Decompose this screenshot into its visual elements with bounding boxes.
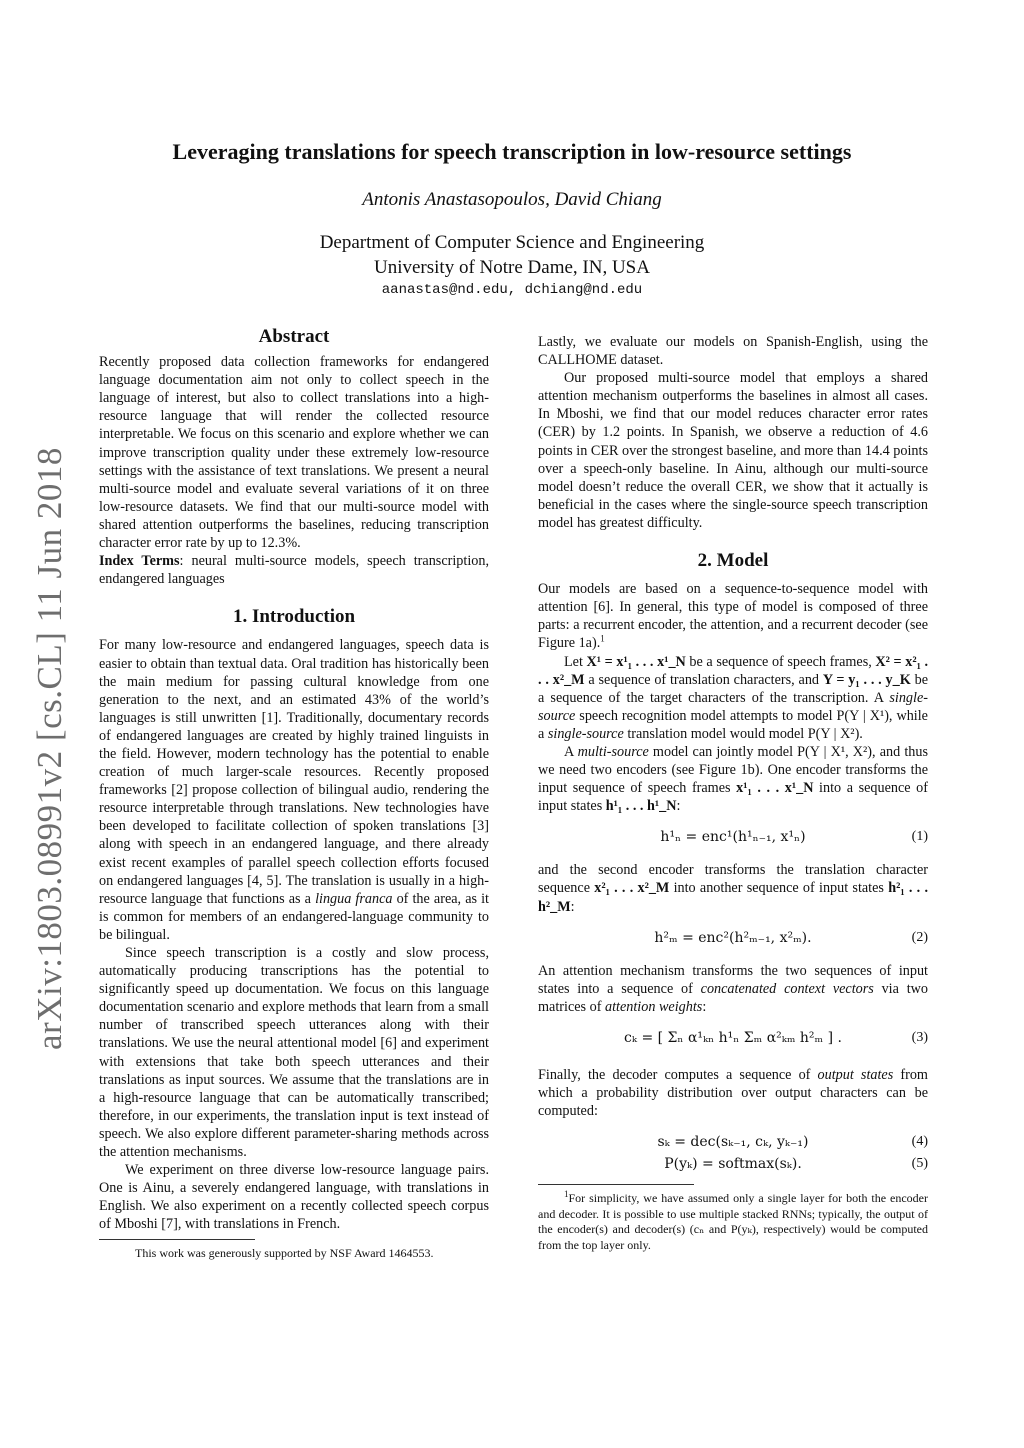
model-p2-e: , while a — [538, 707, 928, 742]
model-p3-b: model can jointly model — [648, 743, 798, 760]
model-p5-concatenated-context-vectors: concatenated context vectors — [700, 980, 874, 997]
equation-2-number: (2) — [911, 929, 928, 945]
equation-4-number: (4) — [911, 1134, 928, 1150]
model-p3-c: , and thus we need two encoders (see Figure 1b). One encoder transforms the input sequence of speech frames — [538, 743, 928, 797]
intro-paragraph-1 — [99, 636, 489, 944]
model-p2-a: be a sequence of speech frames, — [685, 653, 876, 670]
model-p3-math-x: x¹₁ . . . x¹_N — [736, 780, 814, 797]
model-p3-e: : — [676, 798, 681, 815]
model-p2-math-m2: P(Y | X²) — [807, 725, 860, 742]
model-p3-d: into a sequence of input states — [538, 780, 928, 815]
model-p3-math-m: P(Y | X¹, X²) — [797, 743, 873, 760]
affiliation — [0, 230, 1024, 280]
intro-paragraph-2: Since speech transcription is a costly and slow process, automatically producing transcriptions has the potential to significantly speed up documentation. We focus on this language documentation scenario and explore methods that learn from a small number of transcribed speech utterances along with their translations. We use the neural attentional model [6] and experiment with extensions that take both speech utterances and their translations as input sources. We assume that the translations are in a high-resource language that can be automatically transcribed; therefore, in our experiments, the translation input is text instead of speech. We also explore different parameter-sharing methods across the attention mechanisms. — [99, 945, 489, 1161]
model-p2-f: translation model would model — [623, 725, 808, 742]
model-p2-single-source-2: single-source — [547, 725, 624, 742]
model-p2-math-x2: X² = x²₁ . . . x²_M — [538, 653, 929, 688]
model-p2-c: be a sequence of the target characters of the transcription. A — [538, 671, 928, 706]
method-footnote — [538, 1191, 928, 1253]
model-paragraph-5 — [538, 962, 928, 1016]
footnote-marker: 1 — [600, 633, 605, 644]
model-p4-b: into another sequence of input states — [669, 880, 889, 897]
intro-paragraph-5: Our proposed multi-source model that employs a shared attention mechanism outperforms the baselines in almost all cases. In Mboshi, we find that our model reduces character error rates (CER) by 1.2 points. In Spanish, we observe a reduction of 4.6 points in CER over the strongest baseline, and more than 14.4 points over a speech-only baseline. In Ainu, although our multi-source model doesn’t reduce the overall CER, we show that it actually is beneficial in the cases where the single-source speech transcription model has greatest difficulty. — [538, 370, 928, 531]
author-emails: aanastas@nd.edu, dchiang@nd.edu — [381, 282, 643, 298]
model-p3-multi-source: multi-source — [577, 743, 649, 760]
intro-p1-part-b: of the area, as it is common for members of an endangered-language community to be bilingual. — [99, 890, 489, 943]
equation-3-number: (3) — [911, 1029, 928, 1045]
model-p6-a: Finally, the decoder computes a sequence of — [538, 1066, 818, 1083]
abstract-body — [99, 353, 489, 552]
affiliation-university: University of Notre Dame, IN, USA — [374, 257, 650, 278]
model-p5-c: : — [702, 998, 707, 1015]
intro-p1-lingua-franca: lingua franca — [315, 890, 393, 907]
funding-footnote: This work was generously supported by NSF Award 1464553. — [135, 1245, 434, 1260]
intro-paragraph-4: Lastly, we evaluate our models on Spanish-English, using the CALLHOME dataset. — [538, 334, 928, 369]
model-p6-output-states: output states — [817, 1066, 894, 1083]
arxiv-identifier-stamp: arXiv:1803.08991v2 [cs.CL] 11 Jun 2018 — [30, 447, 69, 1050]
model-p4-math-x: x²₁ . . . x²_M — [594, 880, 670, 897]
model-p5-a: An attention mechanism transforms the two sequences of input states into a sequence of — [538, 962, 928, 997]
model-p2-math-y: Y = y₁ . . . y_K — [822, 671, 911, 688]
model-p4-math-h: h²₁ . . . h²_M — [538, 880, 928, 915]
model-paragraph-3 — [538, 743, 928, 815]
model-p2-let: Let — [564, 653, 587, 670]
equation-5-number: (5) — [911, 1156, 928, 1172]
model-p5-attention-weights: attention weights — [604, 998, 703, 1015]
index-terms-text: : neural multi-source models, speech transcription, endangered languages — [99, 553, 489, 588]
author-list: Antonis Anastasopoulos, David Chiang — [362, 189, 662, 210]
equation-3 — [538, 1026, 928, 1056]
model-paragraph-2 — [538, 653, 928, 743]
right-column — [538, 333, 928, 1253]
affiliation-department: Department of Computer Science and Engineering — [319, 232, 705, 253]
model-p4-c: : — [570, 898, 575, 915]
left-column — [99, 328, 489, 1261]
model-p3-math-h: h¹₁ . . . h¹_N — [605, 798, 677, 815]
equation-1-number: (1) — [911, 829, 928, 845]
equation-5 — [538, 1152, 928, 1174]
abstract-text: Recently proposed data collection frameworks for endangered language documentation aim not only to collect speech in the language of interest, but also to collect translations into a high-resource language that will render the collected resource interpretable. We focus on this scenario and explore whether we can improve transcription quality under these extremely low-resource settings with the assistance of text translations. We present a neural multi-source model and evaluate several variations of it on three low-resource datasets. We find that our multi-source model with shared attention outperforms the baselines, reducing transcription character error rate by up to 12.3%. — [99, 354, 489, 552]
equation-2 — [538, 926, 928, 952]
model-paragraph-4 — [538, 861, 928, 915]
intro-paragraph-3: We experiment on three diverse low-resource language pairs. One is Ainu, a severely endangered language, with translations in English. We also experiment on a recently collected speech corpus of Mboshi [7], with translations in French. — [99, 1162, 489, 1233]
index-terms — [99, 552, 489, 588]
index-terms-label: Index Terms — [99, 553, 180, 570]
model-paragraph-6 — [538, 1066, 928, 1120]
model-p2-single-source-1: single-source — [538, 689, 928, 724]
introduction-heading: 1. Introduction — [232, 606, 356, 628]
equation-1-expression: h¹ₙ = enc¹(h¹ₙ₋₁, x¹ₙ) — [660, 829, 806, 846]
method-footnote-text: For simplicity, we have assumed only a single layer for both the encoder and decoder. It is possible to use multiple stacked RNNs; typically, the output of the encoder(s) and decoder(s) (cₙ and P(yₖ), respectively) would be computed from the top layer only. — [538, 1191, 928, 1252]
model-heading: 2. Model — [697, 550, 769, 572]
model-p3-a: A — [564, 743, 578, 760]
equation-5-expression: P(yₖ) = softmax(sₖ). — [664, 1156, 802, 1173]
equation-3-expression: cₖ = [ Σₙ α¹ₖₙ h¹ₙ Σₘ α²ₖₘ h²ₘ ] . — [624, 1029, 842, 1046]
model-p4-a: and the second encoder transforms the translation character sequence — [538, 862, 928, 897]
intro-p1-part-a: For many low-resource and endangered languages, speech data is easier to obtain than textual data. Oral tradition has historically been the main medium for passing cultural knowledge from one generation to the next, and an estimated 43% of the world’s languages is still unwritten [1]. Traditionally, documentary records of endangered languages are created by highly trained linguists in the field. However, modern technology has the potential to enable creation of much larger-scale resources. Recently proposed frameworks [2] propose collection of bilingual audio, rendering the resource interpretable through translations. New technologies have been developed to facilitate collection of spoken translations [3] along with speech in an endangered language, and there already exist recent examples of parallel speech collection efforts focused on endangered languages [4, 5]. The translation is usually in a high-resource language that functions as a — [99, 637, 489, 907]
model-p2-b: a sequence of translation characters, and — [584, 671, 823, 688]
model-p2-math-m1: P(Y | X¹) — [836, 707, 889, 724]
model-p1-text: Our models are based on a sequence-to-sequence model with attention [6]. In general, this type of model is composed of three parts: a recurrent encoder, the attention, and a recurrent decoder (see Figure 1a). — [538, 581, 928, 652]
model-p6-b: from which a probability distribution over output characters can be computed: — [538, 1066, 928, 1120]
paper-title: Leveraging translations for speech transcription in low-resource settings — [172, 139, 852, 164]
footnote-rule-right — [538, 1184, 694, 1185]
abstract-heading: Abstract — [258, 326, 330, 347]
model-p2-g: . — [859, 725, 863, 742]
footnote-rule-left — [99, 1239, 255, 1240]
method-footnote-marker: 1 — [564, 1189, 569, 1200]
equation-4 — [538, 1130, 928, 1152]
model-p2-d: speech recognition model attempts to model — [575, 707, 837, 724]
model-p5-b: via two matrices of — [538, 980, 928, 1015]
equation-2-expression: h²ₘ = enc²(h²ₘ₋₁, x²ₘ). — [654, 929, 812, 946]
model-p2-math-x1: X¹ = x¹₁ . . . x¹_N — [586, 653, 686, 670]
model-paragraph-1 — [538, 580, 928, 652]
equation-1 — [538, 825, 928, 851]
equation-4-expression: sₖ = dec(sₖ₋₁, cₖ, yₖ₋₁) — [657, 1134, 809, 1151]
